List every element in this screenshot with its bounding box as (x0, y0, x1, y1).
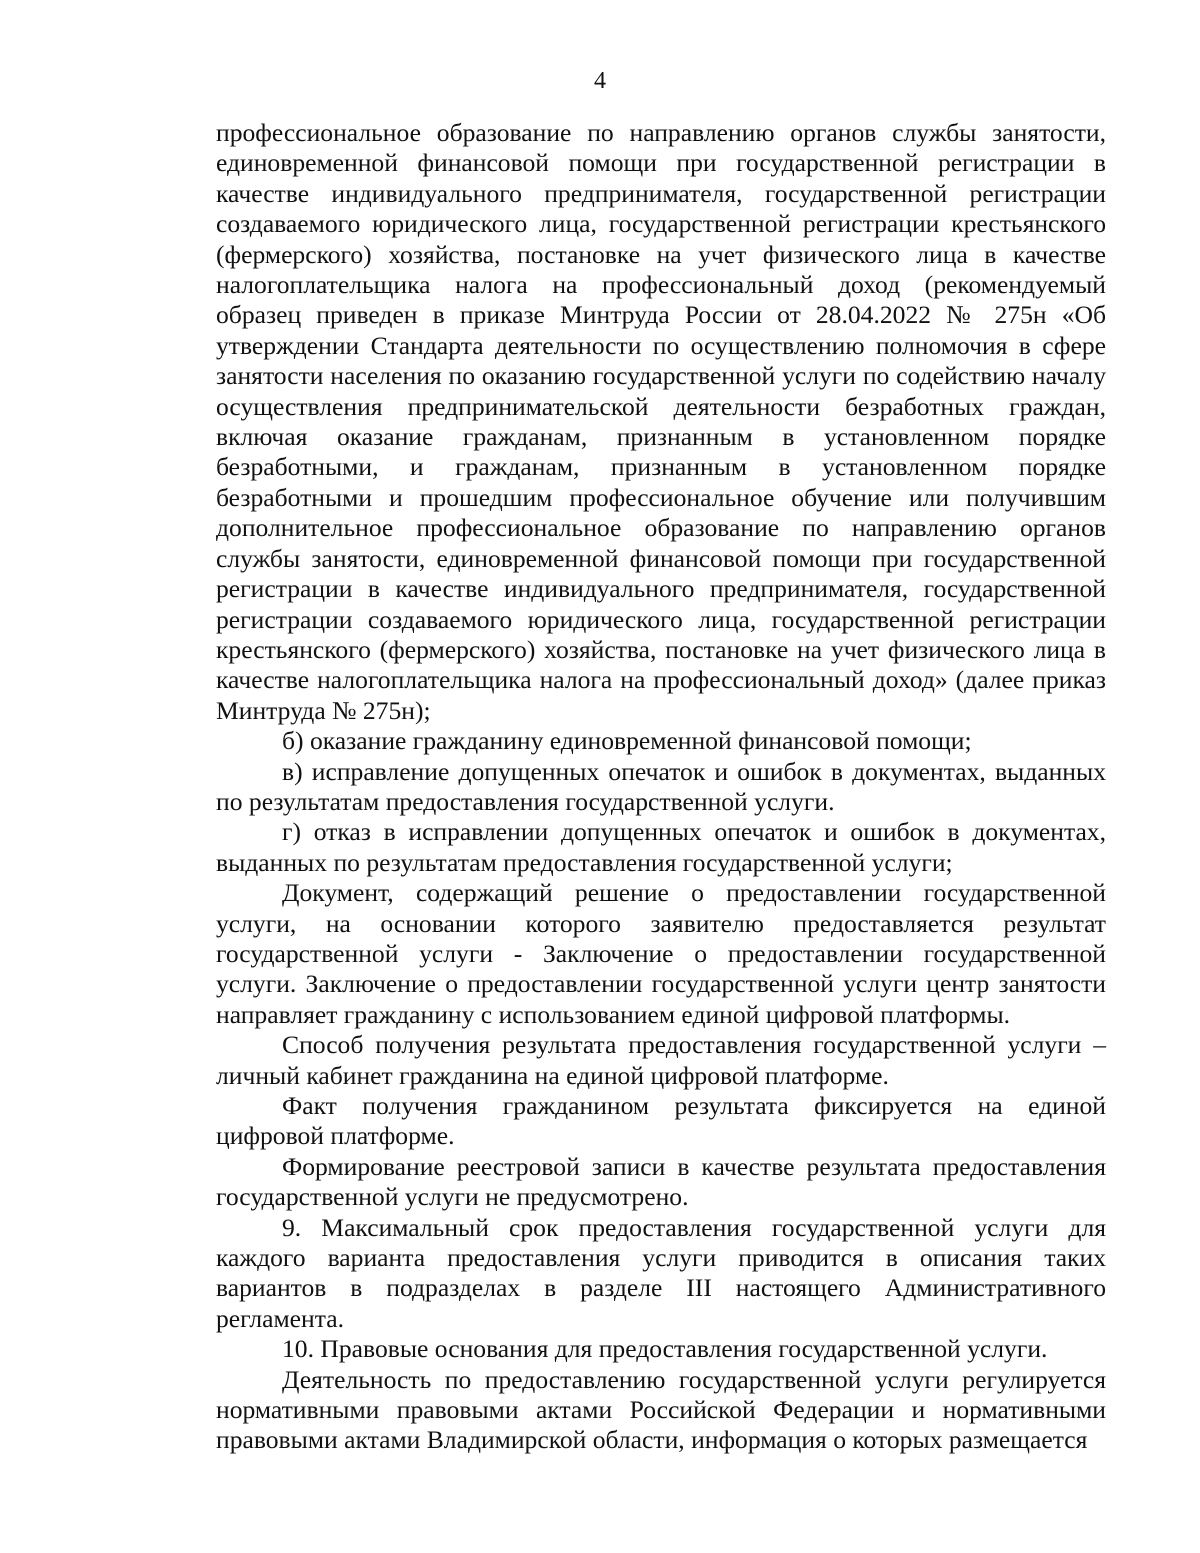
paragraph-decision-document: Документ, содержащий решение о предоставлении государственной услуги, на основании которого заявителю предоставляется результат государственной услуги - Заключение о предоставлении государственной услуги. Заключение о предоставлении государственной услуги центр занятости направляет гражданину с использованием единой цифровой платформы. (216, 878, 1106, 1029)
paragraph-section-9: 9. Максимальный срок предоставления государственной услуги для каждого варианта предоставления услуги приводится в описания таких вариантов в подразделах в разделе III настоящего Административного регламента. (216, 1212, 1106, 1333)
paragraph-continuation: профессиональное образование по направлению органов службы занятости, единовременной финансовой помощи при государственной регистрации в качестве индивидуального предпринимателя, государственной регистрации создаваемого юридического лица, государственной регистрации крестьянского (фермерского) хозяйства, постановке на учет физического лица в качестве налогоплательщика налога на профессиональный доход (рекомендуемый образец приведен в приказе Минтруда России от 28.04.2022 № 275н «Об утверждении Стандарта деятельности по осуществлению полномочия в сфере занятости населения по оказанию государственной услуги по содействию началу осуществления предпринимательской деятельности безработных граждан, включая оказание гражданам, признанным в установленном порядке безработными, и гражданам, признанным в установленном порядке безработными и прошедшим профессиональное обучение или получившим дополнительное профессиональное образование по направлению органов службы занятости, единовременной финансовой помощи при государственной регистрации в качестве индивидуального предпринимателя, государственной регистрации создаваемого юридического лица, государственной регистрации крестьянского (фермерского) хозяйства, постановке на учет физического лица в качестве налогоплательщика налога на профессиональный доход» (далее приказ Минтруда № 275н); (216, 118, 1106, 725)
paragraph-item-v: в) исправление допущенных опечаток и ошибок в документах, выданных по результатам предоставления государственной услуги. (216, 756, 1106, 816)
paragraph-legal-basis: Деятельность по предоставлению государственной услуги регулируется нормативными правовыми актами Российской Федерации и нормативными правовыми актами Владимирской области, информация о которых размещается (216, 1364, 1106, 1455)
paragraph-result-fact: Факт получения гражданином результата фиксируется на единой цифровой платформе. (216, 1091, 1106, 1151)
paragraph-item-b: б) оказание гражданину единовременной финансовой помощи; (282, 726, 972, 756)
paragraph-item-g: г) отказ в исправлении допущенных опечаток и ошибок в документах, выданных по результатам предоставления государственной услуги; (216, 817, 1106, 877)
paragraph-registry-record: Формирование реестровой записи в качестве результата предоставления государственной услуги не предусмотрено. (216, 1151, 1106, 1212)
paragraph-result-method: Способ получения результата предоставления государственной услуги – личный кабинет гражданина на единой цифровой платформе. (216, 1030, 1106, 1090)
document-body (216, 118, 1106, 1456)
page-number: 4 (594, 68, 606, 94)
paragraph-section-10: 10. Правовые основания для предоставления государственной услуги. (282, 1334, 1048, 1364)
